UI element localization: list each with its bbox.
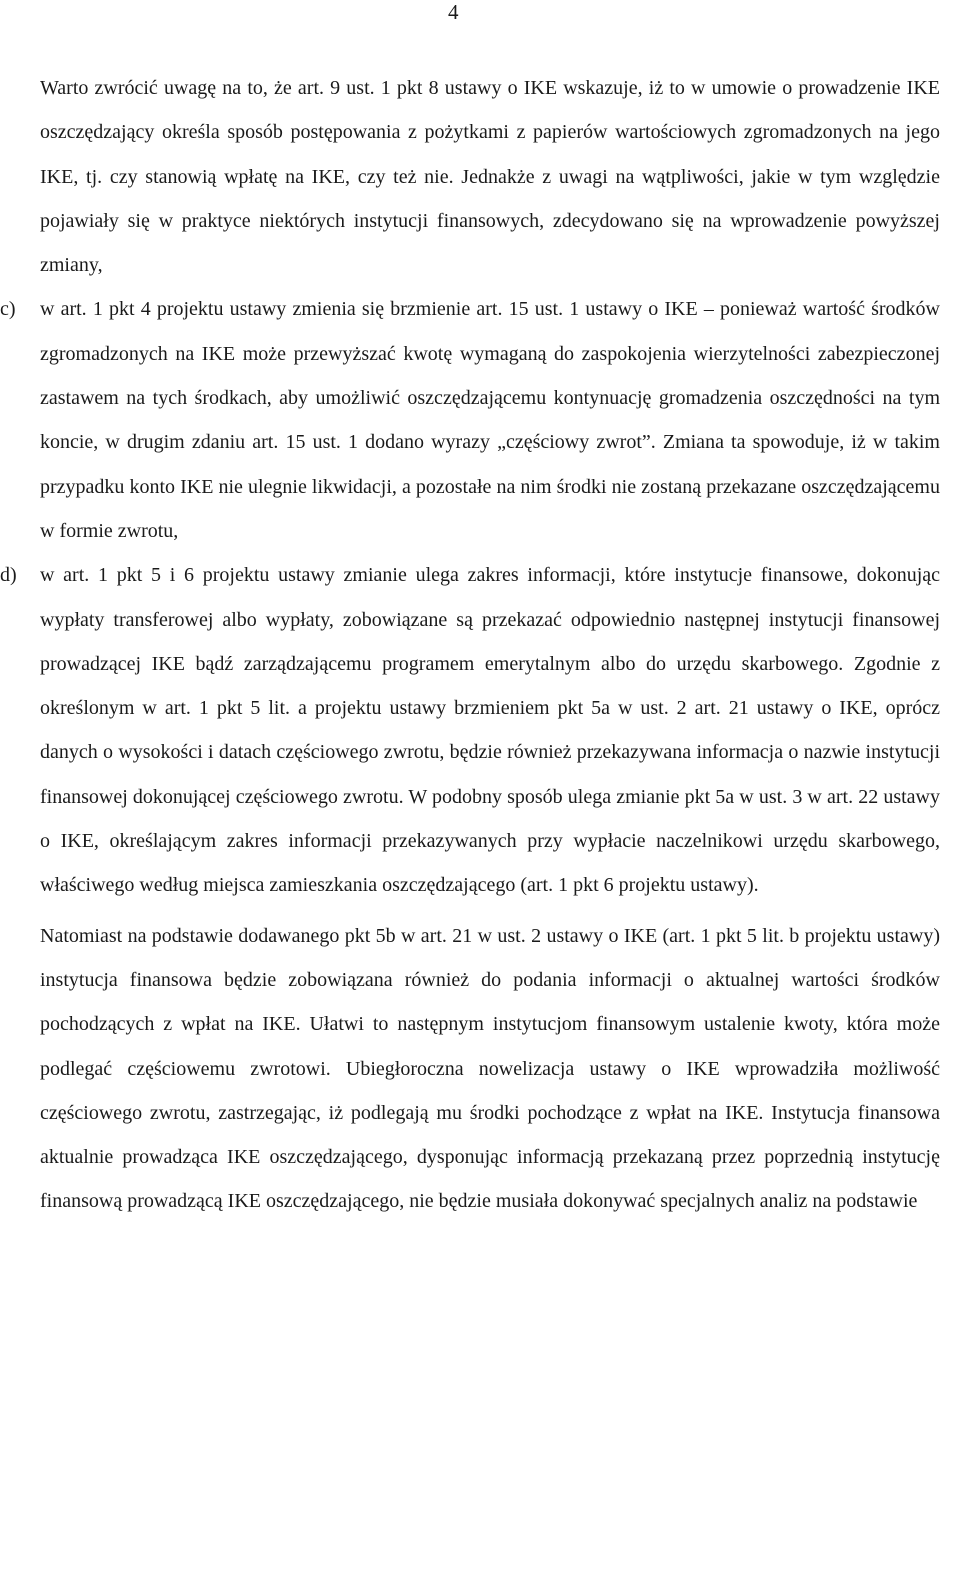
paragraph-pkt-5b: Natomiast na podstawie dodawanego pkt 5b w art. 21 w ust. 2 ustawy o IKE (art. 1 pkt 5 lit. b projektu ustawy) instytucja finansowa będzie zobowiązana również do podania informacji o aktualnej wartości środków pochodzących z wpłat na IKE. Ułatwi to następnym instytucjom finansowym ustalenie kwoty, która może podlegać częściowemu zwrotowi. Ubiegłoroczna nowelizacja ustawy o IKE wprowadziła możliwość częściowego zwrotu, zastrzegając, iż podlegają mu środki pochodzące z wpłat na IKE. Instytucja finansowa aktualnie prowadząca IKE oszczędzającego, dysponując informacją przekazaną przez poprzednią instytucję finansową prowadzącą IKE oszczędzającego, nie będzie musiała dokonywać specjalnych analiz na podstawie — [40, 924, 940, 1213]
list-item-c — [0, 287, 940, 553]
list-item-d — [0, 553, 940, 907]
list-marker-d: d) — [0, 564, 17, 587]
list-text-c: w art. 1 pkt 4 projektu ustawy zmienia się brzmienie art. 15 ust. 1 ustawy o IKE – ponieważ wartość środków zgromadzonych na IKE może przewyższać kwotę wymaganą do zaspokojenia wierzytelności zabezpieczonej zastawem na tych środkach, aby umożliwić oszczędzającemu kontynuację gromadzenia oszczędności na tym koncie, w drugim zdaniu art. 15 ust. 1 dodano wyrazy „częściowy zwrot”. Zmiana ta spowoduje, iż w takim przypadku konto IKE nie ulegnie likwidacji, a pozostałe na nim środki nie zostaną przekazane oszczędzającemu w formie zwrotu, — [40, 298, 940, 542]
list-text-d: w art. 1 pkt 5 i 6 projektu ustawy zmianie ulega zakres informacji, które instytucje finansowe, dokonując wypłaty transferowej albo wypłaty, zobowiązane są przekazać odpowiednio następnej instytucji finansowej prowadzącej IKE bądź zarządzającemu programem emerytalnym albo do urzędu skarbowego. Zgodnie z określonym w art. 1 pkt 5 lit. a projektu ustawy brzmieniem pkt 5a w ust. 2 art. 21 ustawy o IKE, oprócz danych o wysokości i datach częściowego zwrotu, będzie również przekazywana informacja o nazwie instytucji finansowej dokonującej częściowego zwrotu. W podobny sposób ulega zmianie pkt 5a w ust. 3 w art. 22 ustawy o IKE, określającym zakres informacji przekazywanych przy wypłacie naczelnikowi urzędu skarbowego, właściwego według miejsca zamieszkania oszczędzającego (art. 1 pkt 6 projektu ustawy). — [40, 564, 940, 897]
paragraph-ike-pozytki: Warto zwrócić uwagę na to, że art. 9 ust. 1 pkt 8 ustawy o IKE wskazuje, iż to w umowie o prowadzenie IKE oszczędzający określa sposób postępowania z pożytkami z papierów wartościowych zgromadzonych na jego IKE, tj. czy stanowią wpłatę na IKE, czy też nie. Jednakże z uwagi na wątpliwości, jakie w tym względzie pojawiały się w praktyce niektórych instytucji finansowych, zdecydowano się na wprowadzenie powyższej zmiany, — [40, 77, 940, 277]
document-body — [0, 66, 940, 1224]
page-number: 4 — [448, 0, 459, 24]
list-marker-c: c) — [0, 298, 16, 321]
